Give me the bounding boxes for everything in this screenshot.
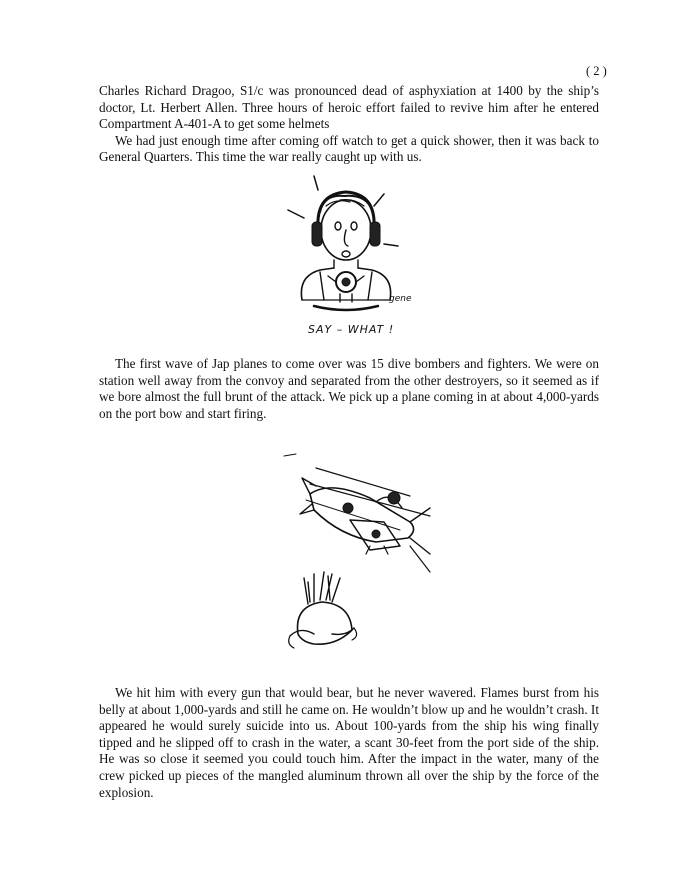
text-block-middle <box>99 356 599 422</box>
cartoon-caption: SAY – WHAT ! <box>308 323 395 336</box>
page-number: ( 2 ) <box>586 64 607 78</box>
paragraph-hit-him: We hit him with every gun that would bear, but he never wavered. Flames burst from his belly at about 1,000-yards and still he came on. He wouldn’t blow up and he wouldn’t crash. It appeared he would surely suicide into us. About 100-yards from the ship his wing finally tipped and he slipped off to crash in the water, a scant 30-feet from the port side of the ship. He was so close it seemed you could touch him. After the impact in the water, many of the crew picked up pieces of the mangled aluminum thrown all over the ship by the force of the explosion. <box>99 685 599 800</box>
cartoon-signature: gene <box>389 294 412 304</box>
paragraph-first-wave: The first wave of Jap planes to come over was 15 dive bombers and fighters. We were on station well away from the convoy and separated from the other destroyers, so it seemed as if we bore almost the full brunt of the attack. We pick up a plane coming in at about 4,000-yards on the port bow and start firing. <box>99 356 599 421</box>
text-block-top <box>99 83 599 166</box>
paragraph-shower: We had just enough time after coming off watch to get a quick shower, then it was back to General Quarters. This time the war really caught up with us. <box>99 132 599 165</box>
text-block-bottom <box>99 685 599 801</box>
paragraph-dragoo: Charles Richard Dragoo, S1/c was pronounced dead of asphyxiation at 1400 by the ship’s doctor, Lt. Herbert Allen. Three hours of heroic effort failed to revive him after he entered Compartment A-401-A to get some helmets <box>99 83 599 132</box>
plane-and-sailor-illustration <box>280 450 450 660</box>
